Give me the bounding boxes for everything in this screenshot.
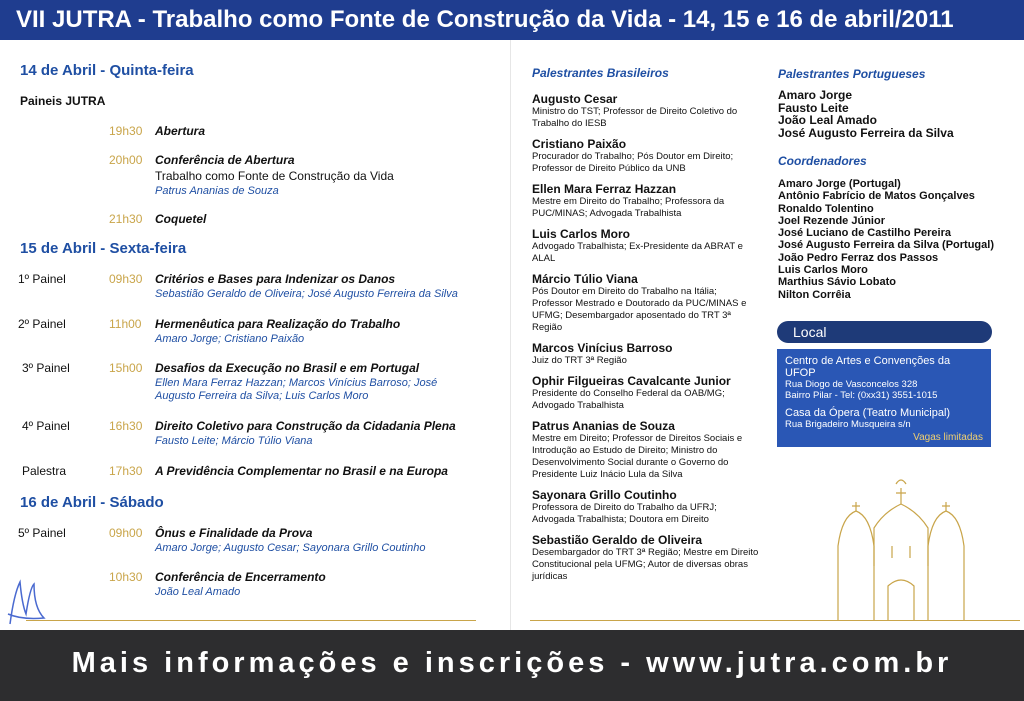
speaker-desc: Juiz do TRT 3ª Região (532, 355, 627, 366)
session-title: Desafios da Execução no Brasil e em Portugal (155, 361, 420, 375)
portugueses-list (778, 89, 1008, 139)
divider-line (530, 620, 1020, 621)
list-item (532, 92, 760, 130)
session-time: 19h30 (109, 124, 143, 138)
speaker-name: Marcos Vinícius Barroso (532, 341, 673, 355)
coordenadores-heading: Coordenadores (778, 154, 867, 168)
session-title: Coquetel (155, 212, 207, 226)
list-item (532, 341, 760, 367)
session-time: 20h00 (109, 153, 143, 167)
session-subtitle: Trabalho como Fonte de Construção da Vida (155, 169, 394, 183)
list-item: Amaro Jorge (Portugal) (778, 178, 901, 190)
session-label: 2º Painel (18, 317, 66, 331)
list-item (532, 137, 760, 175)
speaker-desc: Professora de Direito do Trabalho da UFRJ; Advogada Trabalhista; Doutora em Direito (532, 502, 717, 525)
list-item: João Pedro Ferraz dos Passos (778, 251, 939, 264)
speaker-desc: Desembargador do TRT 3ª Região; Mestre em Direito Constitucional pela UFMG; Autor de diversas obras jurídicas (532, 547, 759, 582)
list-item (532, 419, 760, 481)
header-bar (0, 0, 1024, 40)
list-item (532, 227, 760, 265)
speaker-name: Patrus Ananias de Souza (532, 419, 675, 433)
speaker-desc: Presidente do Conselho Federal da OAB/MG; Advogado Trabalhista (532, 388, 725, 411)
speaker-desc: Advogado Trabalhista; Ex-Presidente da ABRAT e ALAL (532, 241, 743, 264)
footer-bar (0, 630, 1024, 701)
list-item: Luis Carlos Moro (778, 264, 868, 277)
local-pill (777, 321, 992, 343)
session-time: 16h30 (109, 419, 143, 433)
list-item (532, 374, 760, 412)
list-item: Marthius Sávio Lobato (778, 276, 896, 289)
venue2-name: Casa da Ópera (Teatro Municipal) (785, 407, 951, 419)
session-label: 5º Painel (18, 526, 66, 540)
speaker-desc: Mestre em Direito; Professor de Direitos Sociais e Introdução ao Estudo de Direito; Ministro do Desenvolvimento Social durante o Governo do Presidente Luiz Inácio Lula da Silva (532, 433, 743, 480)
session-title: Conferência de Abertura (155, 153, 295, 167)
session-title: Hermenêutica para Realização do Trabalho (155, 317, 401, 331)
session-speakers: Fausto Leite; Márcio Túlio Viana (155, 435, 313, 447)
event-title: VII JUTRA - Trabalho como Fonte de Construção da Vida - 14, 15 e 16 de abril/2011 (16, 6, 954, 33)
list-item: José Luciano de Castilho Pereira (778, 227, 952, 240)
session-speakers: Amaro Jorge; Cristiano Paixão (155, 333, 305, 345)
portugueses-heading: Palestrantes Portugueses (778, 67, 926, 81)
session-title: A Previdência Complementar no Brasil e na Europa (155, 464, 448, 478)
list-item: José Augusto Ferreira da Silva (778, 125, 954, 140)
session-time: 11h00 (109, 317, 142, 331)
list-item: Joel Rezende Júnior (778, 214, 885, 227)
session-time: 09h00 (109, 526, 143, 540)
session-speakers: João Leal Amado (155, 586, 241, 598)
session-time: 17h30 (109, 464, 143, 478)
speaker-name: Márcio Túlio Viana (532, 272, 638, 286)
brasileiros-heading: Palestrantes Brasileiros (532, 66, 669, 80)
session-time: 21h30 (109, 212, 143, 226)
venue2-address: Rua Brigadeiro Musqueira s/n (785, 419, 911, 430)
session-title: Critérios e Bases para Indenizar os Danos (155, 272, 396, 286)
session-label: Palestra (22, 464, 67, 478)
church-outline-icon (836, 466, 966, 621)
footer-info-link[interactable]: Mais informações e inscrições - www.jutra.com.br (71, 647, 953, 679)
speaker-name: Cristiano Paixão (532, 137, 627, 151)
signature-icon (4, 574, 54, 630)
paineis-label: Paineis JUTRA (20, 94, 106, 108)
venue1-address: Rua Diogo de Vasconcelos 328 (785, 379, 918, 390)
page-fold-line (510, 40, 511, 701)
list-item: José Augusto Ferreira da Silva (Portugal) (778, 239, 994, 252)
coordenadores-list (778, 178, 1008, 301)
vagas-note: Vagas limitadas (913, 432, 983, 443)
session-speakers: Sebastião Geraldo de Oliveira; José Augusto Ferreira da Silva (155, 288, 458, 300)
speaker-desc: Pós Doutor em Direito do Trabalho na Itália; Professor Mestrado e Doutorado da PUC/MINAS e UFMG; Desembargador aposentado do TRT 3ª Região (532, 286, 747, 333)
speaker-desc: Mestre em Direito do Trabalho; Professora da PUC/MINAS; Advogada Trabalhista (532, 196, 725, 219)
day-title-14-april: 14 de Abril - Quinta-feira (20, 62, 194, 79)
speaker-name: Luis Carlos Moro (532, 227, 631, 241)
list-item: João Leal Amado (778, 113, 877, 127)
list-item: Ronaldo Tolentino (778, 202, 874, 215)
session-speakers: Ellen Mara Ferraz Hazzan; Marcos Vinícius Barroso; José Augusto Ferreira da Silva; Luis Carlos Moro (155, 377, 438, 402)
speaker-name: Ellen Mara Ferraz Hazzan (532, 182, 677, 196)
session-speakers: Patrus Ananias de Souza (155, 185, 279, 197)
session-time: 10h30 (109, 570, 143, 584)
venue1-name: Centro de Artes e Convenções da UFOP (785, 355, 951, 379)
session-time: 15h00 (109, 361, 143, 375)
list-item (532, 272, 760, 334)
speaker-desc: Procurador do Trabalho; Pós Doutor em Direito; Professor de Direito Público da UNB (532, 151, 734, 174)
list-item: Amaro Jorge (778, 88, 853, 102)
local-info-box (777, 349, 991, 447)
speaker-name: Sayonara Grillo Coutinho (532, 488, 677, 502)
speaker-name: Sebastião Geraldo de Oliveira (532, 533, 703, 547)
speaker-desc: Ministro do TST; Professor de Direito Coletivo do Trabalho do IESB (532, 106, 738, 129)
session-title: Conferência de Encerramento (155, 570, 326, 584)
session-label: 1º Painel (18, 272, 66, 286)
session-title: Ônus e Finalidade da Prova (155, 526, 313, 540)
session-title: Direito Coletivo para Construção da Cidadania Plena (155, 419, 456, 433)
session-title: Abertura (155, 124, 206, 138)
day-title-16-april: 16 de Abril - Sábado (20, 494, 164, 511)
list-item (532, 182, 760, 220)
speaker-name: Augusto Cesar (532, 92, 618, 106)
brasileiros-list (532, 92, 760, 590)
session-time: 09h30 (109, 272, 143, 286)
list-item: Nilton Corrêia (778, 288, 851, 301)
list-item (532, 488, 760, 526)
list-item: Antônio Fabrício de Matos Gonçalves (778, 190, 975, 203)
local-label: Local (793, 324, 827, 340)
venue1-phone: Bairro Pilar - Tel: (0xx31) 3551-1015 (785, 390, 938, 401)
list-item: Fausto Leite (778, 100, 849, 115)
session-speakers: Amaro Jorge; Augusto Cesar; Sayonara Grillo Coutinho (155, 542, 426, 554)
divider-line (26, 620, 476, 621)
list-item (532, 533, 760, 583)
day-title-15-april: 15 de Abril - Sexta-feira (20, 240, 187, 257)
session-label: 3º Painel (22, 361, 70, 375)
speaker-name: Ophir Filgueiras Cavalcante Junior (532, 374, 731, 388)
session-label: 4º Painel (22, 419, 70, 433)
